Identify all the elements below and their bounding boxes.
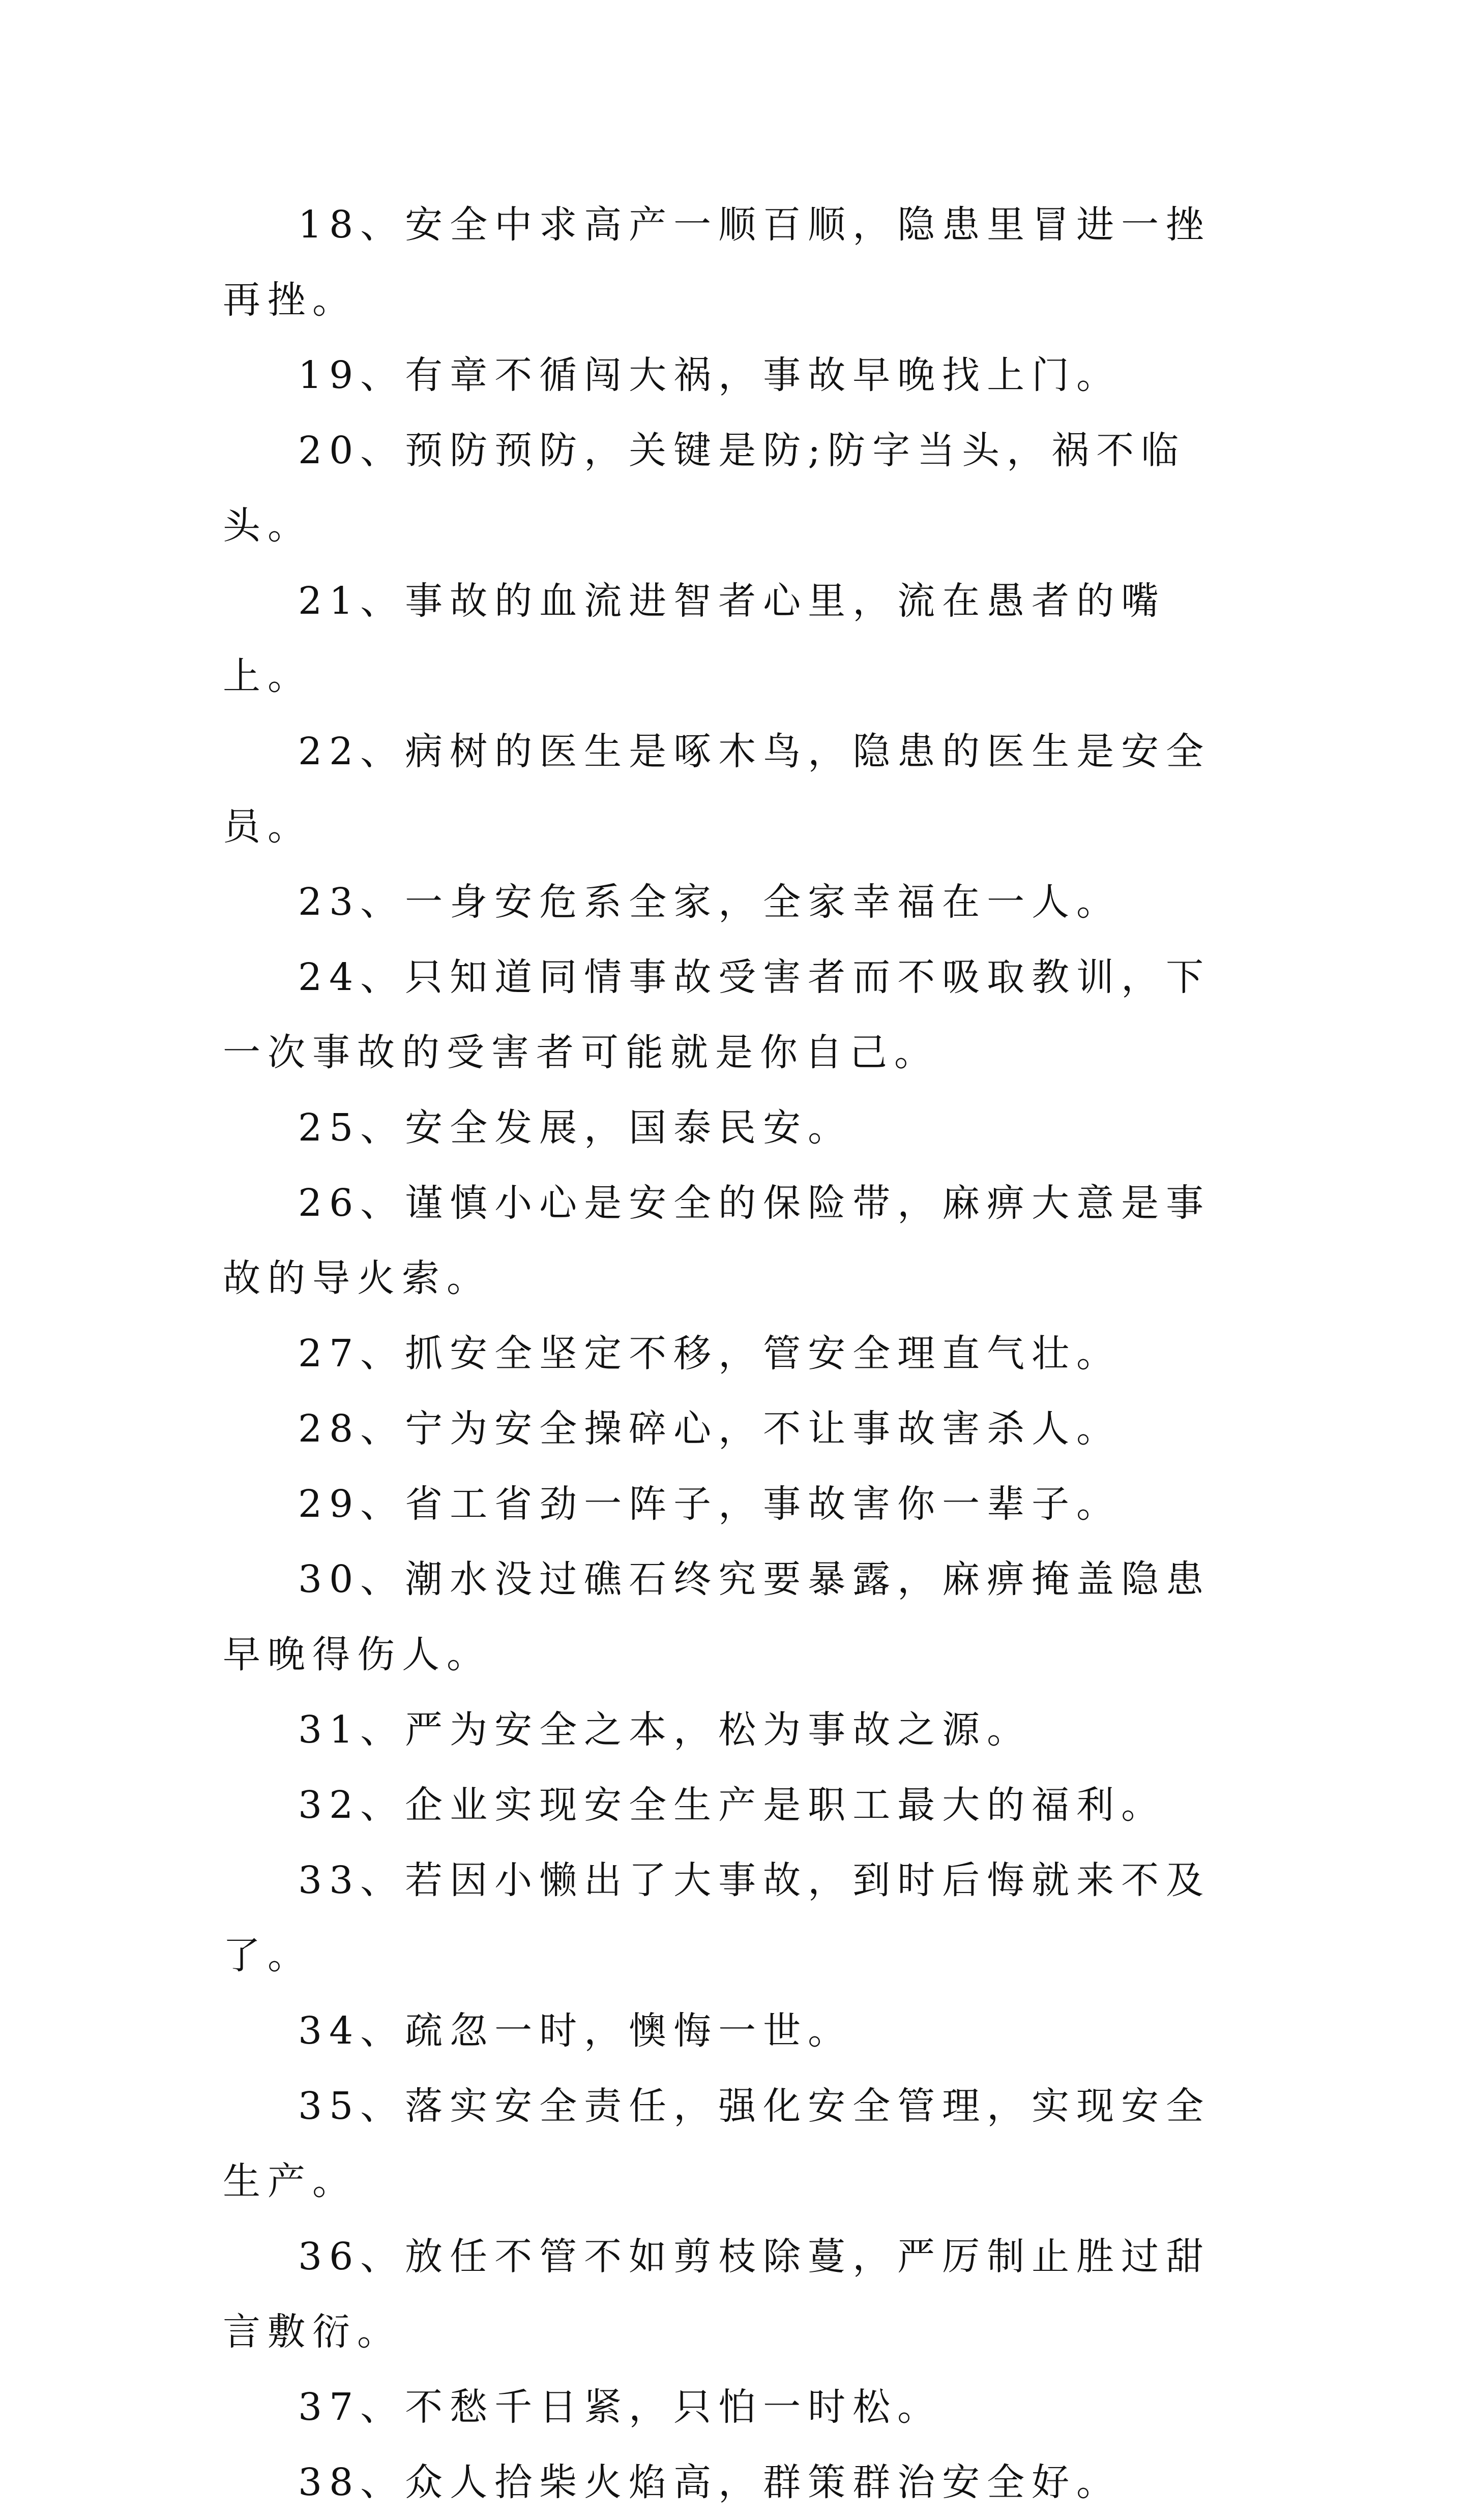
slogan-paragraph-24: 24、只知道同情事故受害者而不吸取教训，下一次事故的受害者可能就是你自己。: [223, 955, 1211, 1074]
slogan-paragraph-27: 27、抓安全坚定不移，管安全理直气壮。: [298, 1332, 1122, 1375]
slogan-paragraph-34: 34、疏忽一时，懊悔一世。: [298, 2009, 853, 2053]
slogan-paragraph-36: 36、放任不管不如剪枝除蔓，严厉制止胜过甜言敷衍。: [223, 2235, 1211, 2354]
slogan-paragraph-19: 19、有章不循闯大祸，事故早晚找上门。: [298, 353, 1122, 397]
slogan-paragraph-35: 35、落实安全责任，强化安全管理，实现安全生产。: [223, 2084, 1211, 2203]
slogan-paragraph-21: 21、事故的血流进智者心里，流在愚者的嘴上。: [223, 579, 1166, 698]
slogan-paragraph-38: 38、众人拾柴火焰高，群策群治安全好。: [298, 2461, 1122, 2504]
slogan-paragraph-32: 32、企业实现安全生产是职工最大的福利。: [298, 1783, 1166, 1827]
slogan-paragraph-31: 31、严为安全之本，松为事故之源。: [298, 1708, 1032, 1752]
slogan-paragraph-23: 23、一身安危系全家，全家幸福在一人。: [298, 880, 1122, 924]
slogan-paragraph-18: 18、安全中求高产一顺百顺，隐患里冒进一挫再挫。: [223, 203, 1211, 322]
slogan-paragraph-29: 29、省工省劲一阵子，事故害你一辈子。: [298, 1482, 1122, 1526]
slogan-paragraph-26: 26、谨慎小心是安全的保险带，麻痹大意是事故的导火索。: [223, 1181, 1211, 1300]
document-body: [223, 187, 1255, 2520]
slogan-paragraph-28: 28、宁为安全操碎心，不让事故害杀人。: [298, 1407, 1122, 1451]
slogan-paragraph-37: 37、不愁千日紧，只怕一时松。: [298, 2385, 943, 2429]
slogan-paragraph-30: 30、潮水没过礁石终究要暴露，麻痹掩盖隐患早晚得伤人。: [223, 1557, 1211, 1676]
slogan-paragraph-33: 33、若因小懒出了大事故，到时后悔就来不及了。: [223, 1858, 1211, 1977]
slogan-paragraph-20: 20、预防预防，关键是防;防字当头，祸不临头。: [223, 429, 1186, 548]
slogan-paragraph-25: 25、安全发展，国泰民安。: [298, 1106, 853, 1150]
slogan-paragraph-22: 22、病树的医生是啄木鸟，隐患的医生是安全员。: [223, 730, 1211, 849]
